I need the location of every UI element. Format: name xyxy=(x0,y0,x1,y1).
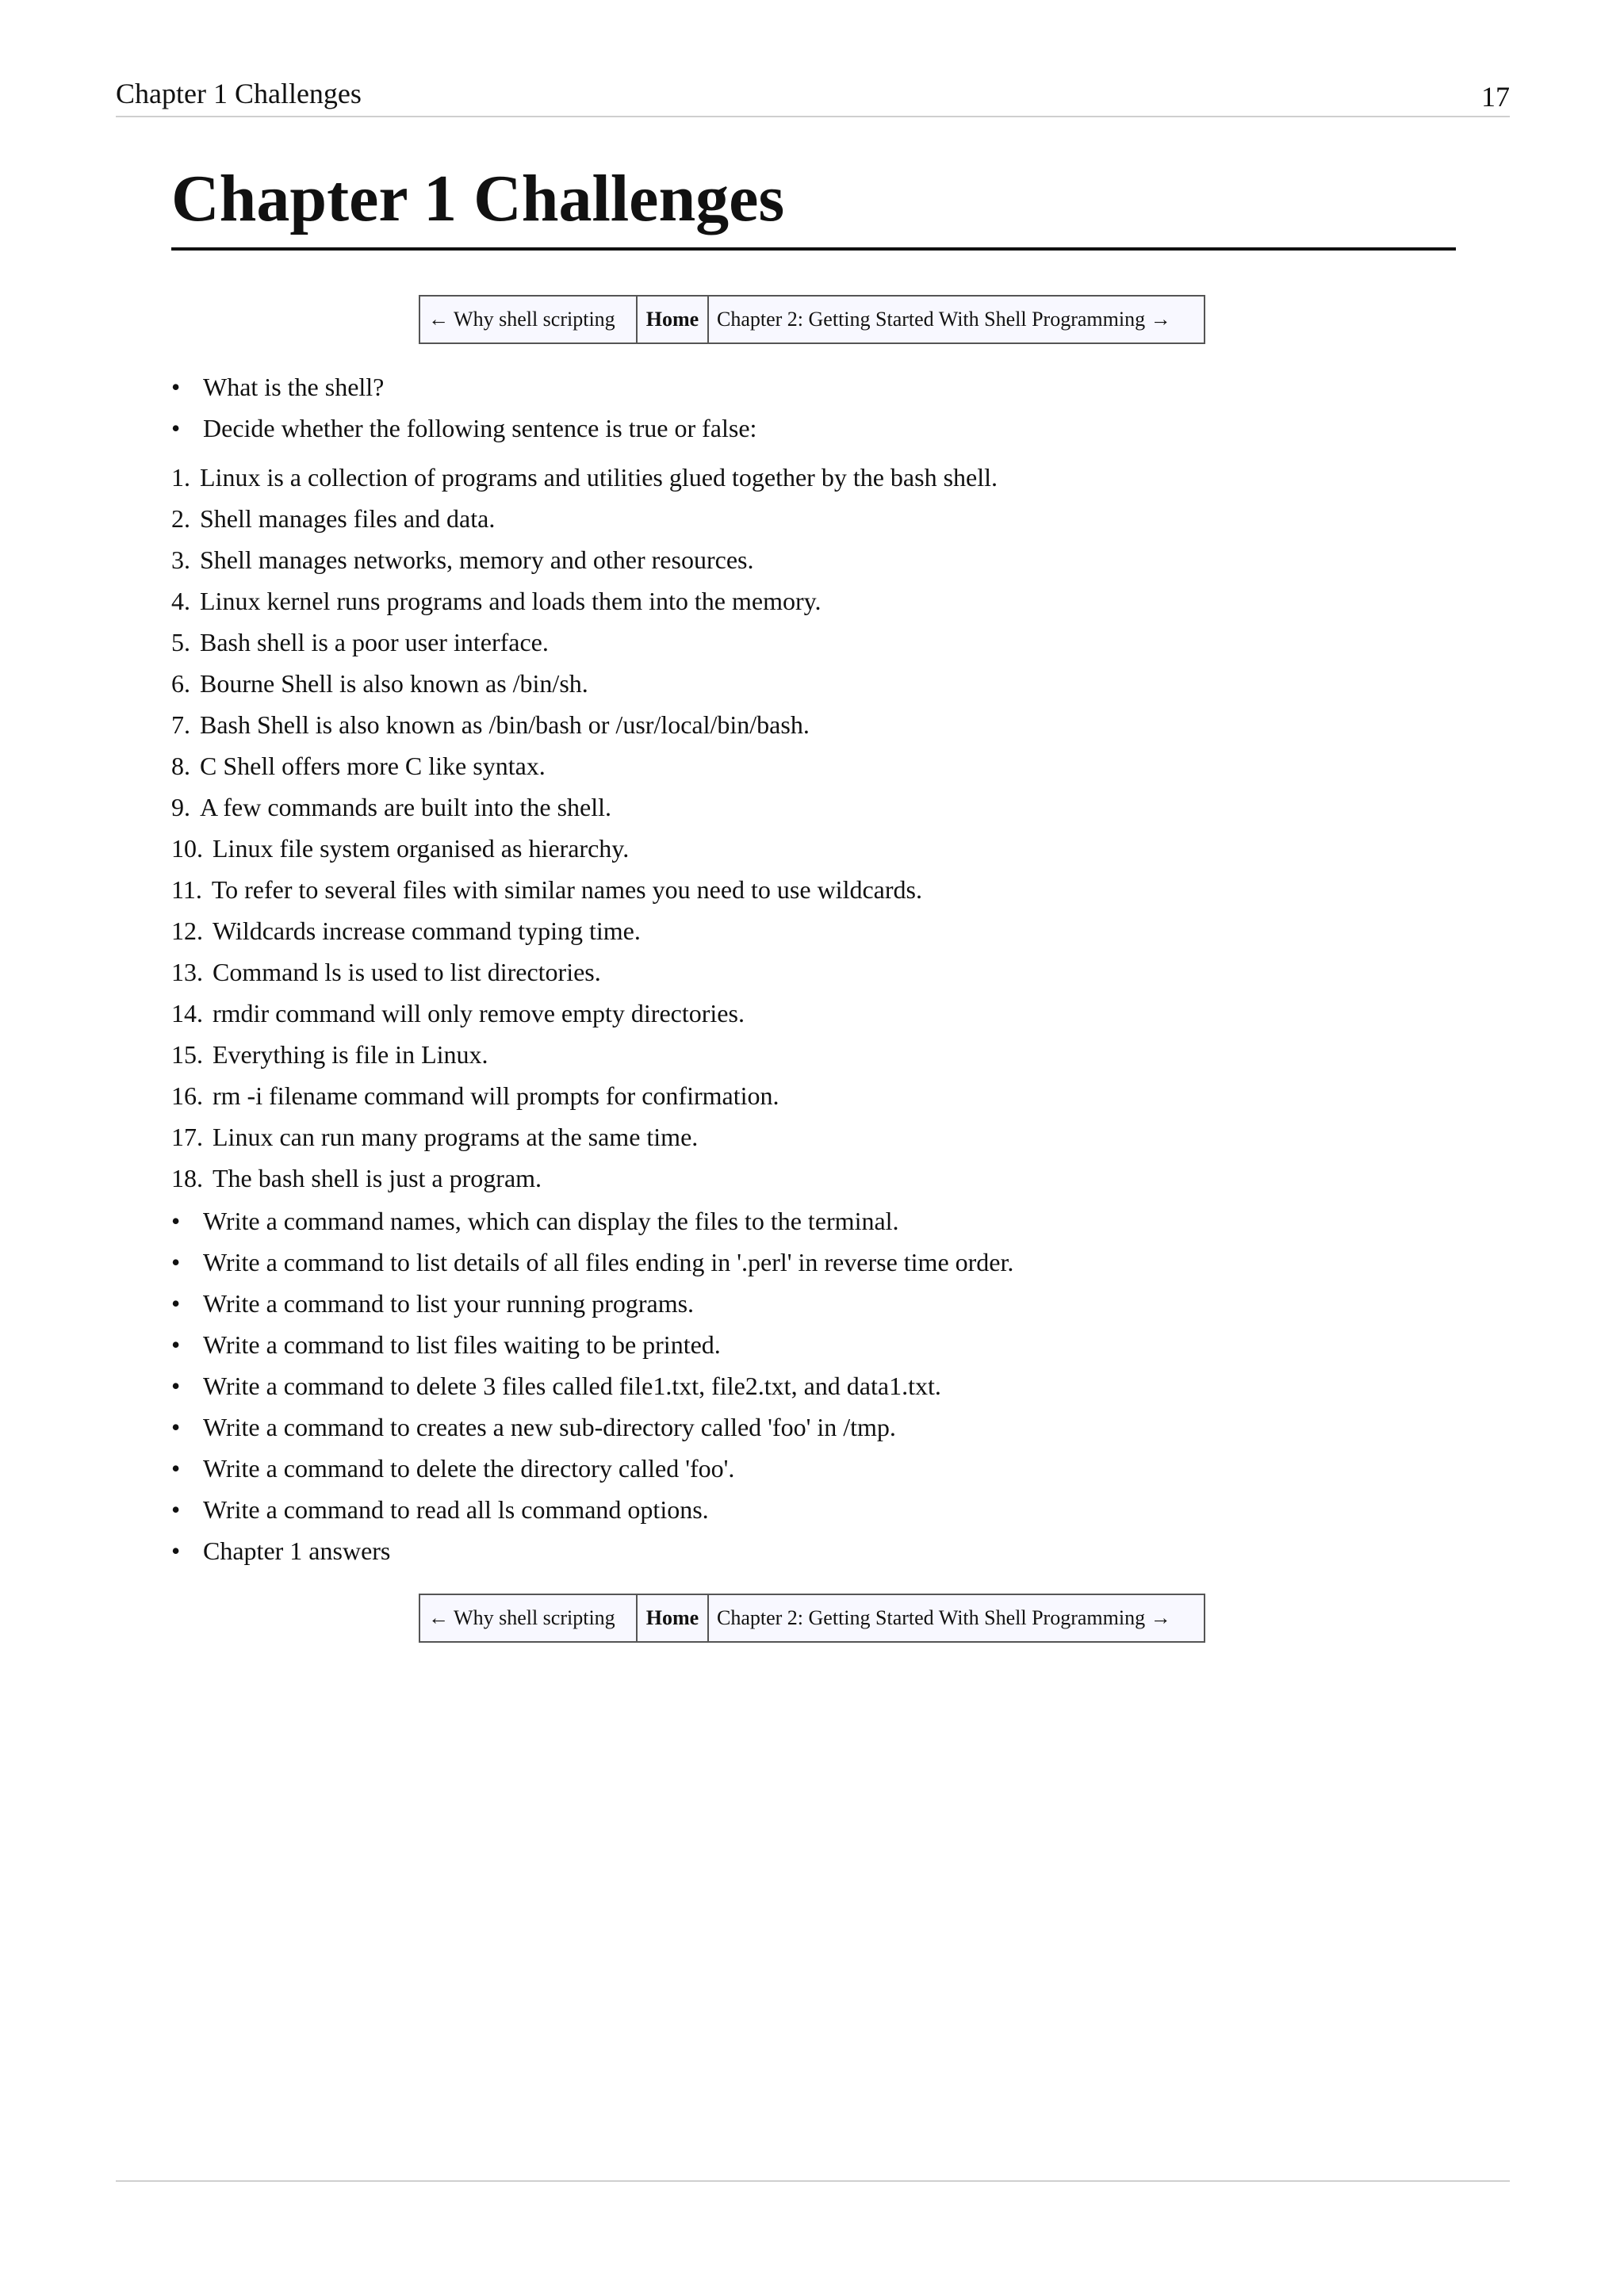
list-item-text: Write a command to read all ls command options. xyxy=(203,1495,709,1524)
item-number: 4. xyxy=(171,587,190,615)
list-item xyxy=(171,663,998,704)
list-item-text: Wildcards increase command typing time. xyxy=(213,916,641,945)
list-item-text: To refer to several files with similar names you need to use wildcards. xyxy=(211,875,922,904)
page-title: Chapter 1 Challenges xyxy=(171,155,1456,251)
bullet-marker: • xyxy=(171,1413,181,1441)
list-item xyxy=(171,951,998,993)
navigation-bar-bottom xyxy=(419,1594,1205,1643)
list-item xyxy=(171,1489,1013,1530)
list-item xyxy=(171,828,998,869)
list-item-text: Write a command to list your running programs. xyxy=(203,1289,695,1318)
list-item xyxy=(171,1283,1013,1324)
bullet-marker: • xyxy=(171,1330,181,1359)
list-item-text: Bash Shell is also known as /bin/bash or /usr/local/bin/bash. xyxy=(200,710,810,739)
bullet-marker: • xyxy=(171,1536,181,1565)
list-item xyxy=(171,1158,998,1199)
home-link[interactable]: Home xyxy=(636,297,707,342)
prev-chapter-link[interactable]: ← Why shell scripting xyxy=(428,308,615,331)
bullet-marker: • xyxy=(171,1248,181,1276)
item-number: 14. xyxy=(171,999,203,1027)
item-number: 10. xyxy=(171,834,203,863)
list-item-text: C Shell offers more C like syntax. xyxy=(200,752,546,780)
next-chapter-link[interactable]: Chapter 2: Getting Started With Shell Programming → xyxy=(707,297,1204,342)
list-item xyxy=(171,745,998,786)
chapter-answers-link[interactable]: Chapter 1 answers xyxy=(203,1536,391,1565)
item-number: 13. xyxy=(171,958,203,986)
list-item xyxy=(171,1324,1013,1365)
list-item xyxy=(171,580,998,622)
list-item-text: Bash shell is a poor user interface. xyxy=(200,628,549,656)
list-item xyxy=(171,1116,998,1158)
list-item xyxy=(171,1448,1013,1489)
intro-question-list xyxy=(171,366,756,449)
list-item-text: Decide whether the following sentence is true or false: xyxy=(203,414,757,442)
bullet-marker: • xyxy=(171,1454,181,1483)
item-number: 16. xyxy=(171,1081,203,1110)
prev-chapter-link[interactable]: ← Why shell scripting xyxy=(428,1606,615,1629)
item-number: 3. xyxy=(171,545,190,574)
item-number: 8. xyxy=(171,752,190,780)
list-item-text: rm -i filename command will prompts for confirmation. xyxy=(213,1081,779,1110)
list-item-text: The bash shell is just a program. xyxy=(213,1164,542,1192)
item-number: 5. xyxy=(171,628,190,656)
item-number: 12. xyxy=(171,916,203,945)
bullet-marker: • xyxy=(171,1289,181,1318)
item-number: 18. xyxy=(171,1164,203,1192)
list-item xyxy=(171,539,998,580)
item-number: 7. xyxy=(171,710,190,739)
list-item-text: Everything is file in Linux. xyxy=(213,1040,488,1069)
list-item-text: Write a command to list files waiting to be printed. xyxy=(203,1330,721,1359)
list-item-text: What is the shell? xyxy=(203,373,385,401)
page-number: 17 xyxy=(1481,81,1510,113)
list-item-text: Write a command to delete the directory called 'foo'. xyxy=(203,1454,735,1483)
list-item-text: rmdir command will only remove empty directories. xyxy=(213,999,745,1027)
list-item-text: A few commands are built into the shell. xyxy=(200,793,611,821)
list-item xyxy=(171,1200,1013,1242)
list-item-text: Shell manages networks, memory and other resources. xyxy=(200,545,754,574)
next-chapter-link[interactable]: Chapter 2: Getting Started With Shell Programming → xyxy=(707,1595,1204,1641)
item-number: 11. xyxy=(171,875,202,904)
navigation-bar-top xyxy=(419,295,1205,344)
list-item-text: Write a command to delete 3 files called file1.txt, file2.txt, and data1.txt. xyxy=(203,1372,941,1400)
list-item-text: Write a command to list details of all files ending in '.perl' in reverse time order. xyxy=(203,1248,1014,1276)
list-item xyxy=(171,366,756,408)
list-item-text: Linux kernel runs programs and loads them into the memory. xyxy=(200,587,822,615)
list-item-text: Shell manages files and data. xyxy=(200,504,496,533)
list-item xyxy=(171,1530,1013,1571)
list-item xyxy=(171,993,998,1034)
list-item xyxy=(171,1406,1013,1448)
footer-divider xyxy=(116,2180,1510,2182)
item-number: 6. xyxy=(171,669,190,698)
list-item xyxy=(171,457,998,498)
bullet-marker: • xyxy=(171,414,181,442)
list-item xyxy=(171,1242,1013,1283)
list-item xyxy=(171,408,756,449)
home-link[interactable]: Home xyxy=(636,1595,707,1641)
item-number: 2. xyxy=(171,504,190,533)
bullet-marker: • xyxy=(171,373,181,401)
list-item xyxy=(171,1365,1013,1406)
list-item-text: Linux file system organised as hierarchy. xyxy=(213,834,630,863)
true-false-list xyxy=(171,457,998,1199)
list-item-text: Command ls is used to list directories. xyxy=(213,958,601,986)
running-header xyxy=(116,76,1510,117)
list-item xyxy=(171,498,998,539)
list-item-text: Bourne Shell is also known as /bin/sh. xyxy=(200,669,588,698)
item-number: 17. xyxy=(171,1123,203,1151)
list-item xyxy=(171,869,998,910)
list-item-text: Linux can run many programs at the same time. xyxy=(213,1123,699,1151)
list-item xyxy=(171,622,998,663)
running-header-title: Chapter 1 Challenges xyxy=(116,78,362,109)
bullet-marker: • xyxy=(171,1207,181,1235)
item-number: 15. xyxy=(171,1040,203,1069)
list-item xyxy=(171,786,998,828)
list-item-text: Write a command to creates a new sub-directory called 'foo' in /tmp. xyxy=(203,1413,896,1441)
item-number: 9. xyxy=(171,793,190,821)
list-item-text: Linux is a collection of programs and utilities glued together by the bash shell. xyxy=(200,463,998,492)
list-item xyxy=(171,704,998,745)
command-exercise-list xyxy=(171,1200,1013,1571)
item-number: 1. xyxy=(171,463,190,492)
list-item-text: Write a command names, which can display the files to the terminal. xyxy=(203,1207,899,1235)
list-item xyxy=(171,1034,998,1075)
bullet-marker: • xyxy=(171,1495,181,1524)
list-item xyxy=(171,910,998,951)
list-item xyxy=(171,1075,998,1116)
bullet-marker: • xyxy=(171,1372,181,1400)
